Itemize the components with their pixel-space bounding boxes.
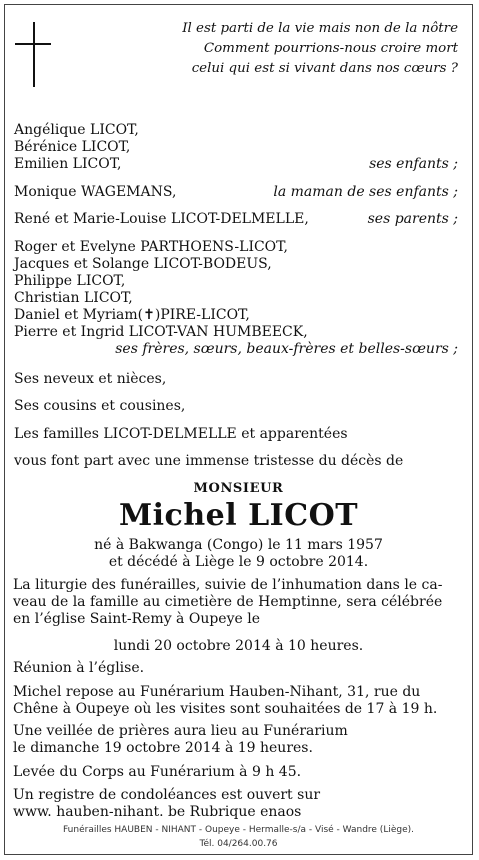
repose-line: Michel repose au Funérarium Hauben-Nihant, 31, rue du <box>13 684 421 700</box>
cross-icon-bar <box>15 43 51 45</box>
poem <box>182 19 458 79</box>
cross-icon <box>33 22 35 87</box>
funeral-home-footer: Funérailles HAUBEN - NIHANT - Oupeye - Hermalle-s/a - Visé - Wandre (Liège). <box>62 825 414 835</box>
sibling-name: Jacques et Solange LICOT-BODEUS, <box>14 256 272 272</box>
families: Les familles LICOT-DELMELLE et apparentées <box>14 426 348 442</box>
sibling-name: Pierre et Ingrid LICOT-VAN HUMBEECK, <box>14 324 308 340</box>
death-info: et décédé à Liège le 9 octobre 2014. <box>108 554 369 570</box>
obituary-notice <box>4 4 473 855</box>
birth-info: né à Bakwanga (Congo) le 11 mars 1957 <box>94 537 383 553</box>
funeral-home-phone: Tél. 04/264.00.76 <box>199 839 278 849</box>
registry-line: Un registre de condoléances est ouvert sur <box>13 787 321 803</box>
repose-line: Chêne à Oupeye où les visites sont souhaitées de 17 à 19 h. <box>13 701 438 717</box>
sibling-name: Roger et Evelyne PARTHOENS-LICOT, <box>14 239 288 255</box>
nephews: Ses neveux et nièces, <box>14 371 167 387</box>
announcement: vous font part avec une immense tristesse du décès de <box>14 453 404 469</box>
registry-line[interactable]: www. hauben-nihant. be Rubrique enaos <box>13 804 302 820</box>
sibling-name: Daniel et Myriam(✝)PIRE-LICOT, <box>14 307 250 323</box>
child-name: Emilien LICOT, <box>14 156 122 172</box>
reunion: Réunion à l’église. <box>13 660 145 676</box>
deceased-name: Michel LICOT <box>118 498 359 533</box>
vigil-line: le dimanche 19 octobre 2014 à 19 heures. <box>13 740 313 756</box>
parents-name: René et Marie-Louise LICOT-DELMELLE, <box>14 211 309 227</box>
levee: Levée du Corps au Funérarium à 9 h 45. <box>13 764 302 780</box>
sibling-name: Philippe LICOT, <box>14 273 126 289</box>
mother-row <box>14 184 458 201</box>
cousins: Ses cousins et cousines, <box>14 398 186 414</box>
funeral-date: lundi 20 octobre 2014 à 10 heures. <box>113 638 364 654</box>
parents-row <box>14 211 458 228</box>
child-name: Angélique LICOT, <box>14 122 139 138</box>
child-name: Bérénice LICOT, <box>14 139 131 155</box>
siblings-role-text: ses frères, sœurs, beaux-frères et belles-sœurs ; <box>115 341 458 357</box>
sibling-name: Christian LICOT, <box>14 290 133 306</box>
funeral-line: La liturgie des funérailles, suivie de l’inhumation dans le ca- <box>13 577 443 593</box>
funeral-line: en l’église Saint-Remy à Oupeye le <box>13 611 260 627</box>
funeral-line: veau de la famille au cimetière de Hemptinne, sera célébrée <box>13 594 443 610</box>
parents-role: ses parents ; <box>367 211 458 227</box>
poem-line: Il est parti de la vie mais non de la nôtre <box>182 21 458 36</box>
poem-line: Comment pourrions-nous croire mort <box>203 41 458 56</box>
poem-line: celui qui est si vivant dans nos cœurs ? <box>191 61 458 76</box>
siblings-role <box>14 341 458 358</box>
vigil-line: Une veillée de prières aura lieu au Funérarium <box>13 723 348 739</box>
child-row <box>14 156 458 173</box>
mother-role: la maman de ses enfants ; <box>273 184 458 200</box>
children-role: ses enfants ; <box>369 156 458 172</box>
mother-name: Monique WAGEMANS, <box>14 184 177 200</box>
honorific: MONSIEUR <box>193 481 284 496</box>
